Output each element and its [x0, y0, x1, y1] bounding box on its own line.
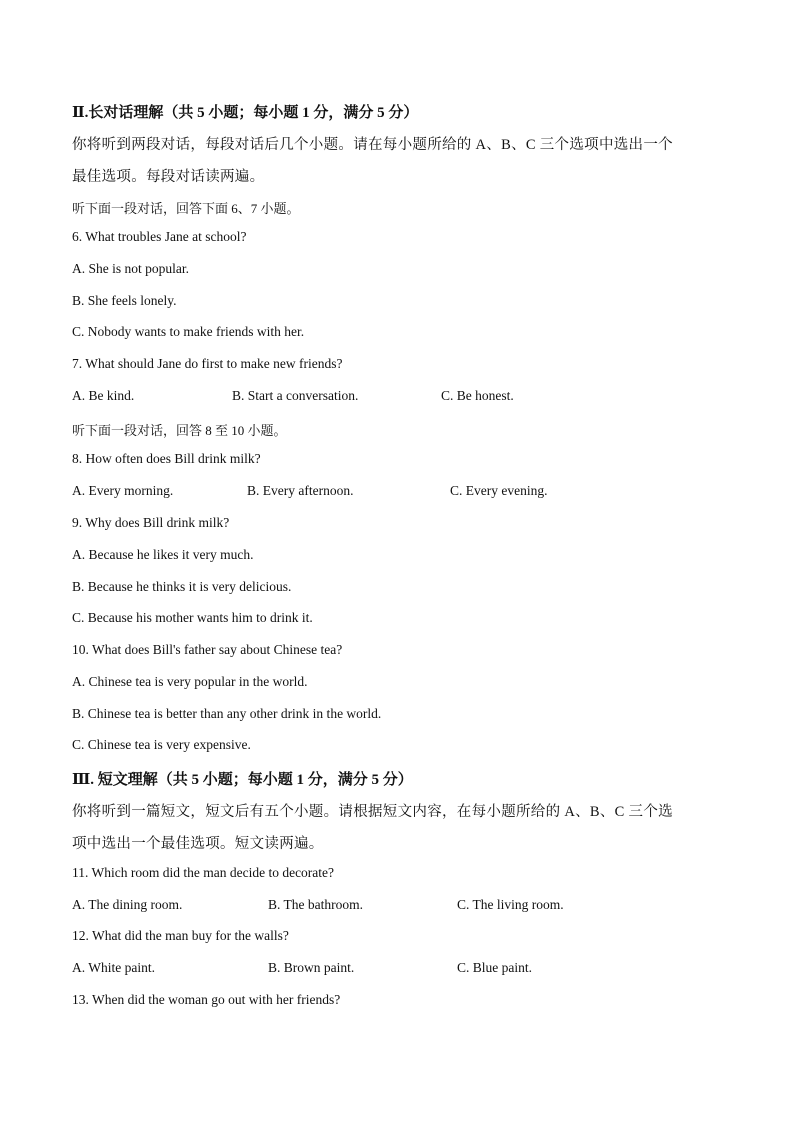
question-8-option-b: B. Every afternoon.	[247, 483, 354, 498]
question-10-option-b: B. Chinese tea is better than any other drink in the world.	[72, 706, 382, 721]
question-6: 6. What troubles Jane at school?	[72, 229, 247, 244]
question-13: 13. When did the woman go out with her friends?	[72, 992, 341, 1007]
question-11-option-a: A. The dining room.	[72, 897, 183, 912]
question-8-option-c: C. Every evening.	[450, 483, 548, 498]
question-6-option-c: C. Nobody wants to make friends with her.	[72, 324, 305, 339]
question-12: 12. What did the man buy for the walls?	[72, 928, 289, 943]
question-10-option-c: C. Chinese tea is very expensive.	[72, 737, 251, 752]
question-6-option-a: A. She is not popular.	[72, 261, 189, 276]
question-11-options	[0, 897, 794, 917]
question-10: 10. What does Bill's father say about Chinese tea?	[72, 642, 343, 657]
question-7-option-c: C. Be honest.	[441, 388, 514, 403]
section-3-instruction-line-1: 你将听到一篇短文，短文后有五个小题。请根据短文内容，在每小题所给的 A、B、C 三个选	[72, 804, 673, 820]
question-7-options	[0, 388, 794, 408]
question-12-option-a: A. White paint.	[72, 960, 155, 975]
question-9: 9. Why does Bill drink milk?	[72, 515, 230, 530]
question-10-option-a: A. Chinese tea is very popular in the world.	[72, 674, 308, 689]
section-2-instruction-line-1: 你将听到两段对话，每段对话后几个小题。请在每小题所给的 A、B、C 三个选项中选出一个	[72, 137, 673, 153]
question-11-option-b: B. The bathroom.	[268, 897, 363, 912]
question-12-options	[0, 960, 794, 980]
dialog-1-note: 听下面一段对话，回答下面 6、7 小题。	[72, 201, 300, 216]
dialog-2-note: 听下面一段对话，回答 8 至 10 小题。	[72, 423, 287, 438]
question-11-option-c: C. The living room.	[457, 897, 564, 912]
question-9-option-a: A. Because he likes it very much.	[72, 547, 254, 562]
section-2-instruction-line-2: 最佳选项。每段对话读两遍。	[72, 169, 265, 185]
section-2-title: Ⅱ.长对话理解（共 5 小题；每小题 1 分，满分 5 分）	[72, 105, 419, 121]
question-11: 11. Which room did the man decide to decorate?	[72, 865, 335, 880]
question-8-options	[0, 483, 794, 503]
question-8: 8. How often does Bill drink milk?	[72, 451, 261, 466]
section-3-title: Ⅲ. 短文理解（共 5 小题；每小题 1 分，满分 5 分）	[72, 772, 413, 788]
question-7: 7. What should Jane do first to make new friends?	[72, 356, 343, 371]
question-12-option-c: C. Blue paint.	[457, 960, 532, 975]
question-6-option-b: B. She feels lonely.	[72, 293, 177, 308]
question-9-option-c: C. Because his mother wants him to drink it.	[72, 610, 313, 625]
question-9-option-b: B. Because he thinks it is very delicious.	[72, 579, 292, 594]
section-3-instruction-line-2: 项中选出一个最佳选项。短文读两遍。	[72, 836, 324, 852]
question-12-option-b: B. Brown paint.	[268, 960, 355, 975]
question-8-option-a: A. Every morning.	[72, 483, 174, 498]
question-7-option-a: A. Be kind.	[72, 388, 135, 403]
question-7-option-b: B. Start a conversation.	[232, 388, 359, 403]
